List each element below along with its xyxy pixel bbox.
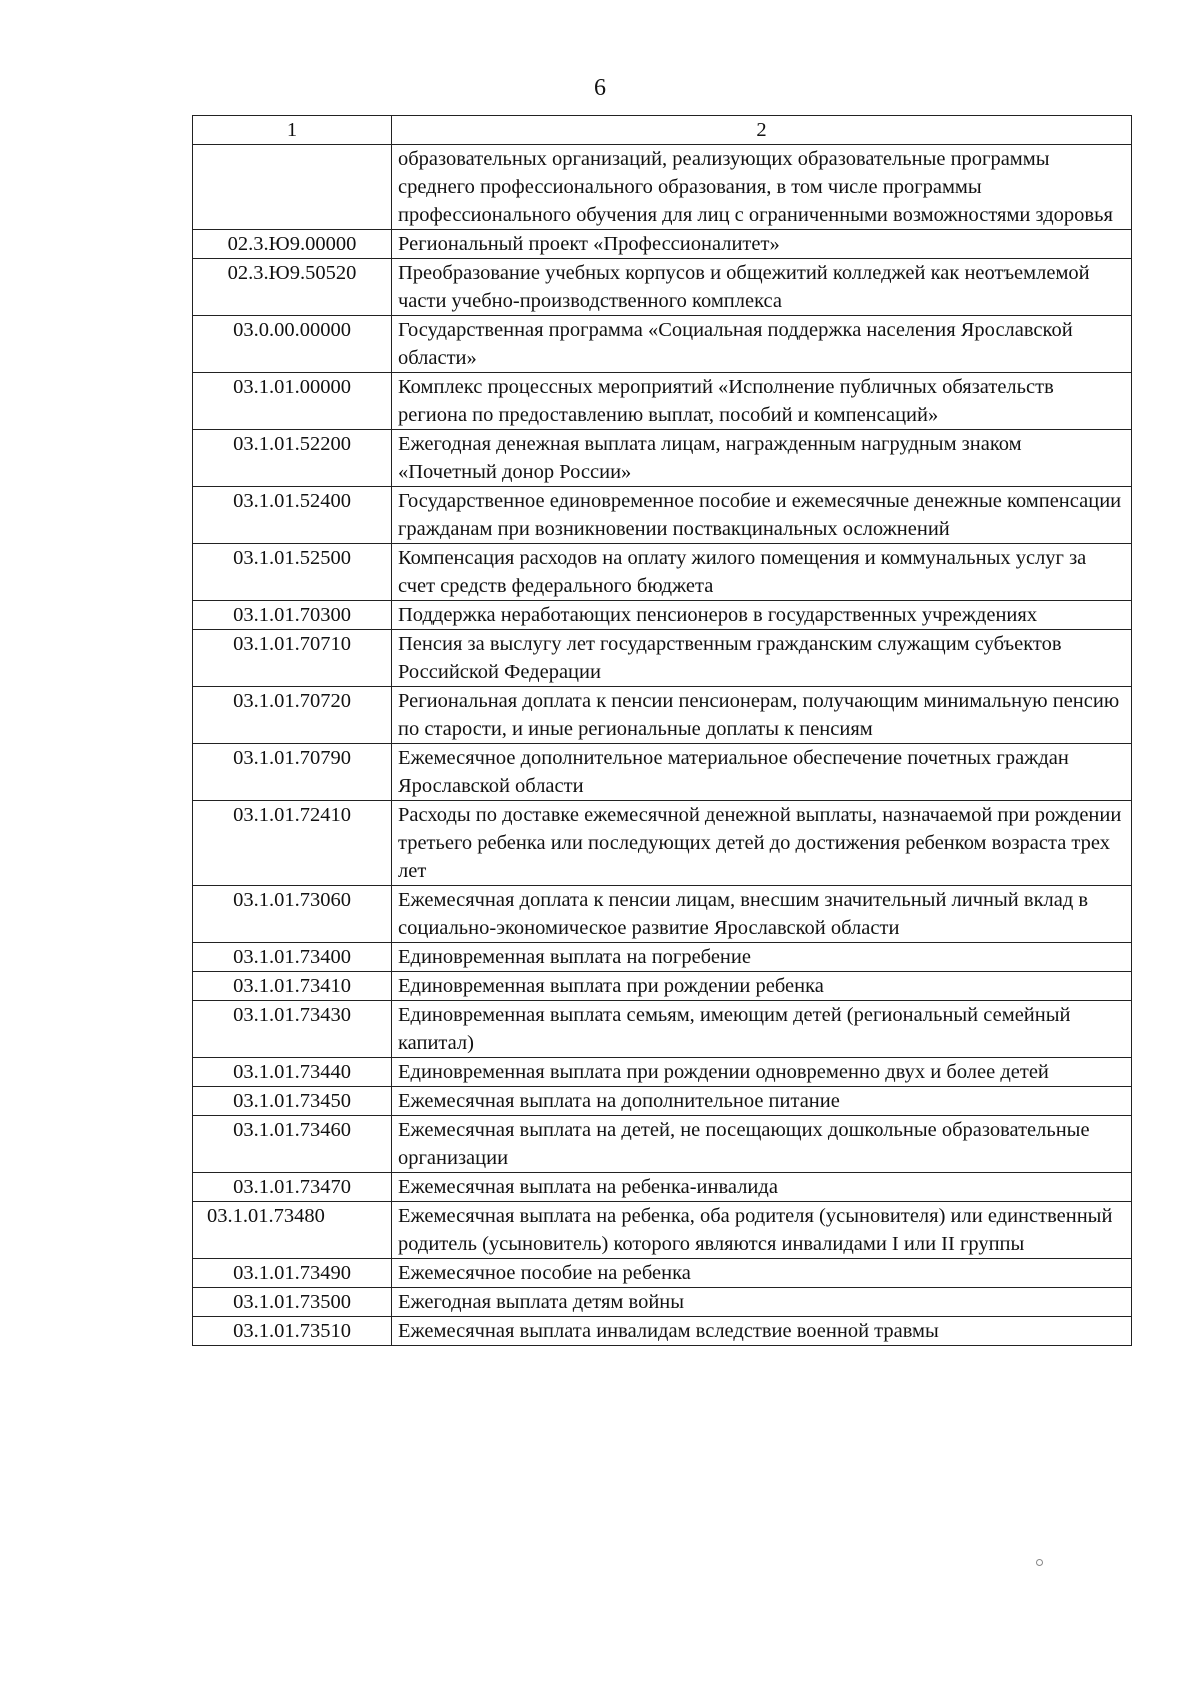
- row-description: Единовременная выплата на погребение: [392, 943, 1132, 972]
- row-description: Ежемесячное пособие на ребенка: [392, 1259, 1132, 1288]
- row-description: Комплекс процессных мероприятий «Исполнение публичных обязательств региона по предоставлению выплат, пособий и компенсаций»: [392, 373, 1132, 430]
- table-row: [193, 1173, 1132, 1202]
- table-row: [193, 1202, 1132, 1259]
- table-row: [193, 1288, 1132, 1317]
- row-code: 03.1.01.73450: [193, 1087, 392, 1116]
- table-row: [193, 544, 1132, 601]
- row-description: Региональная доплата к пенсии пенсионерам, получающим минимальную пенсию по старости, и иные региональные доплаты к пенсиям: [392, 687, 1132, 744]
- row-description: Расходы по доставке ежемесячной денежной выплаты, назначаемой при рождении третьего ребенка или последующих детей до достижения ребенком возраста трех лет: [392, 801, 1132, 886]
- row-description: Ежемесячная выплата инвалидам вследствие военной травмы: [392, 1317, 1132, 1346]
- row-description: Единовременная выплата семьям, имеющим детей (региональный семейный капитал): [392, 1001, 1132, 1058]
- budget-classification-table: [192, 115, 1132, 1346]
- row-description: Ежегодная денежная выплата лицам, награжденным нагрудным знаком «Почетный донор России»: [392, 430, 1132, 487]
- table-row: [193, 259, 1132, 316]
- row-code: 03.1.01.00000: [193, 373, 392, 430]
- row-description: Единовременная выплата при рождении одновременно двух и более детей: [392, 1058, 1132, 1087]
- row-code: 03.1.01.73400: [193, 943, 392, 972]
- row-code: 03.1.01.70300: [193, 601, 392, 630]
- row-description: Ежемесячная выплата на ребенка, оба родителя (усыновителя) или единственный родитель (усыновитель) которого являются инвалидами I или II группы: [392, 1202, 1132, 1259]
- table-row: [193, 601, 1132, 630]
- row-description: Преобразование учебных корпусов и общежитий колледжей как неотъемлемой части учебно-производственного комплекса: [392, 259, 1132, 316]
- row-description: Ежемесячное дополнительное материальное обеспечение почетных граждан Ярославской области: [392, 744, 1132, 801]
- row-description: Ежемесячная выплата на дополнительное питание: [392, 1087, 1132, 1116]
- row-code: 03.1.01.73480: [193, 1202, 392, 1259]
- table-row: [193, 687, 1132, 744]
- table-row: [193, 1116, 1132, 1173]
- table-row: [193, 886, 1132, 943]
- row-code: 03.1.01.73490: [193, 1259, 392, 1288]
- table-row: [193, 801, 1132, 886]
- row-description: Государственная программа «Социальная поддержка населения Ярославской области»: [392, 316, 1132, 373]
- table-row: [193, 1317, 1132, 1346]
- row-code: 02.3.Ю9.00000: [193, 230, 392, 259]
- row-code: 03.1.01.52400: [193, 487, 392, 544]
- table-header-row: [193, 116, 1132, 145]
- table-row: [193, 1259, 1132, 1288]
- row-code: 03.1.01.70790: [193, 744, 392, 801]
- table-row: [193, 230, 1132, 259]
- table-row: [193, 630, 1132, 687]
- row-code: 03.1.01.73410: [193, 972, 392, 1001]
- row-description: Пенсия за выслугу лет государственным гражданским служащим субъектов Российской Федерации: [392, 630, 1132, 687]
- row-description: Ежемесячная доплата к пенсии лицам, внесшим значительный личный вклад в социально-экономическое развитие Ярославской области: [392, 886, 1132, 943]
- row-description: Единовременная выплата при рождении ребенка: [392, 972, 1132, 1001]
- row-code: 03.0.00.00000: [193, 316, 392, 373]
- row-code: 03.1.01.70710: [193, 630, 392, 687]
- table-row: [193, 373, 1132, 430]
- row-description: Компенсация расходов на оплату жилого помещения и коммунальных услуг за счет средств федерального бюджета: [392, 544, 1132, 601]
- column-header-code: 1: [193, 116, 392, 145]
- table-row: [193, 1087, 1132, 1116]
- table-row: [193, 744, 1132, 801]
- row-description: Поддержка неработающих пенсионеров в государственных учреждениях: [392, 601, 1132, 630]
- table-row: [193, 943, 1132, 972]
- row-code: 03.1.01.73440: [193, 1058, 392, 1087]
- row-code: 03.1.01.73500: [193, 1288, 392, 1317]
- row-code: 02.3.Ю9.50520: [193, 259, 392, 316]
- page-number: 6: [594, 75, 606, 101]
- table-row: [193, 145, 1132, 230]
- row-code: 03.1.01.72410: [193, 801, 392, 886]
- scan-mark: [1036, 1559, 1043, 1566]
- row-description: Ежегодная выплата детям войны: [392, 1288, 1132, 1317]
- row-description: Региональный проект «Профессионалитет»: [392, 230, 1132, 259]
- table-row: [193, 1001, 1132, 1058]
- row-code: 03.1.01.73430: [193, 1001, 392, 1058]
- row-code: 03.1.01.70720: [193, 687, 392, 744]
- row-description: Ежемесячная выплата на детей, не посещающих дошкольные образовательные организации: [392, 1116, 1132, 1173]
- table-row: [193, 487, 1132, 544]
- row-code: [193, 145, 392, 230]
- row-code: 03.1.01.73460: [193, 1116, 392, 1173]
- table-row: [193, 430, 1132, 487]
- row-code: 03.1.01.73060: [193, 886, 392, 943]
- table-row: [193, 316, 1132, 373]
- row-description: Государственное единовременное пособие и ежемесячные денежные компенсации гражданам при возникновении поствакцинальных осложнений: [392, 487, 1132, 544]
- table-row: [193, 1058, 1132, 1087]
- row-code: 03.1.01.52200: [193, 430, 392, 487]
- column-header-description: 2: [392, 116, 1132, 145]
- row-code: 03.1.01.73470: [193, 1173, 392, 1202]
- table-row: [193, 972, 1132, 1001]
- row-description: Ежемесячная выплата на ребенка-инвалида: [392, 1173, 1132, 1202]
- row-code: 03.1.01.73510: [193, 1317, 392, 1346]
- row-description: образовательных организаций, реализующих образовательные программы среднего профессионального образования, в том числе программы профессионального обучения для лиц с ограниченными возможностями здоровья: [392, 145, 1132, 230]
- row-code: 03.1.01.52500: [193, 544, 392, 601]
